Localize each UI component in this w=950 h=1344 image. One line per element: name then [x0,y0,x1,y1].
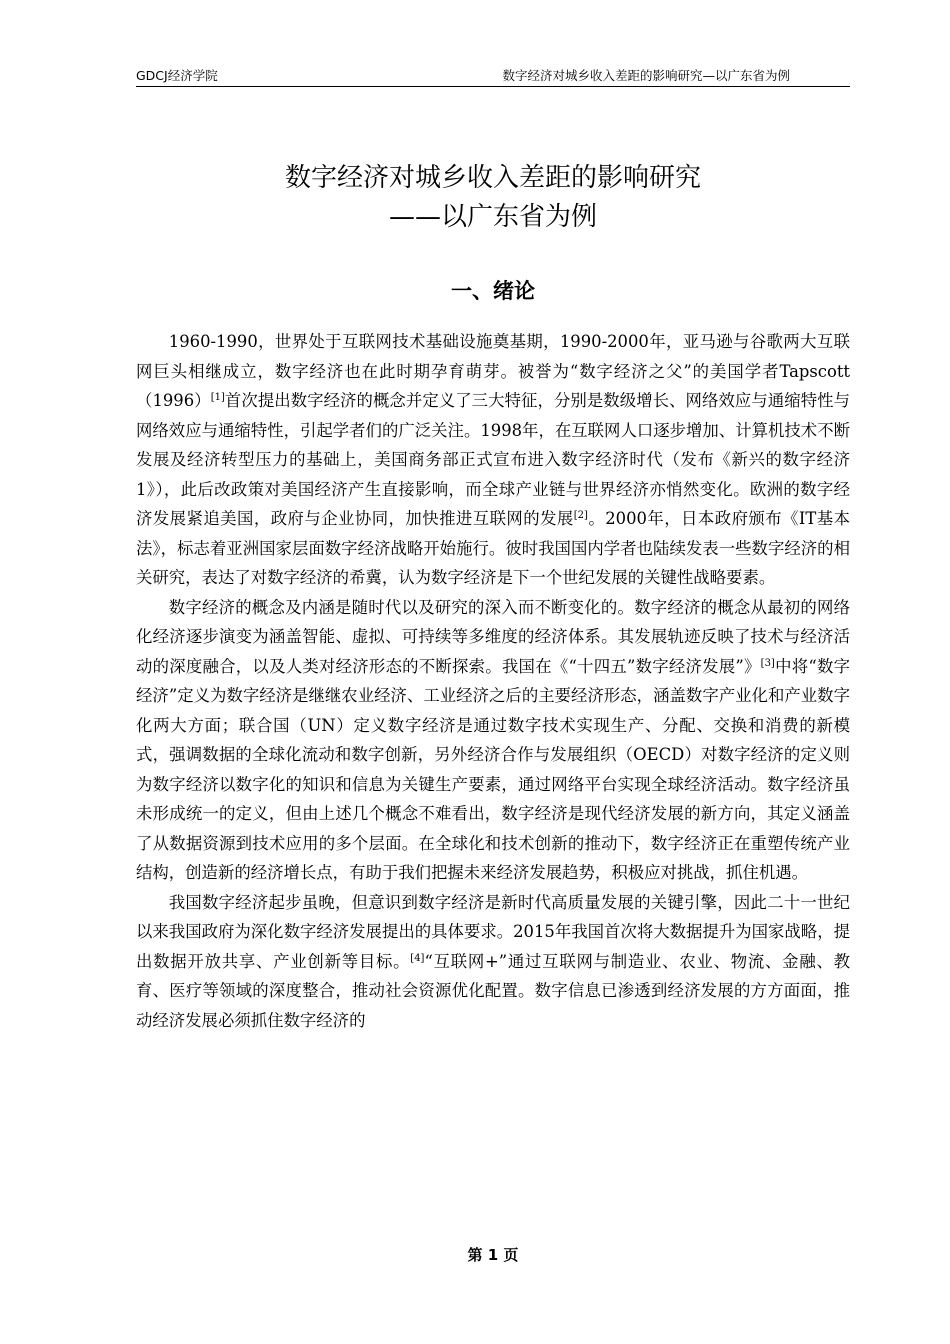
paragraph-3 [136,888,850,1036]
paragraph-text: 。2000年，日本政府颁布《IT基本法》，标志着亚洲国家层面数字经济战略开始施行。彼时我国国内学者也陆续发表一些数字经济的相关研究，表达了对数字经济的希冀，认为数字经济是下一个世纪发展的关键性战略要素。 [136,509,850,587]
paragraph-text: 1960-1990，世界处于互联网技术基础设施奠基期，1990-2000年，亚马逊与谷歌两大互联网巨头相继成立，数字经济也在此时期孕育萌芽。被誉为“数字经济之父”的美国学者Tapscott（1996） [136,332,850,410]
citation-ref: [1] [210,392,225,403]
page-header [136,68,850,87]
paragraph-2 [136,593,850,888]
paragraph-text: 我国数字经济起步虽晚，但意识到数字经济是新时代高质量发展的关键引擎，因此二十一世纪以来我国政府为深化数字经济发展提出的具体要求。2015年我国首次将大数据提升为国家战略，提出数据开放共享、产业创新等目标。 [136,892,850,971]
citation-ref: [2] [573,510,588,521]
paragraph-text: “互联网+”通过互联网与制造业、农业、物流、金融、教育、医疗等领域的深度整合，推动社会资源优化配置。数字信息已渗透到经济发展的方方面面，推动经济发展必须抓住数字经济的 [136,951,851,1030]
paper-title: 数字经济对城乡收入差距的影响研究 [284,163,701,193]
body-text [136,327,850,1035]
section-heading: 一、绪论 [451,279,535,303]
header-institution: GDCJ经济学院 [136,68,218,83]
paragraph-1 [136,327,850,593]
paragraph-text: 数字经济的概念及内涵是随时代以及研究的深入而不断变化的。数字经济的概念从最初的网络化经济逐步演变为涵盖智能、虚拟、可持续等多维度的经济体系。其发展轨迹反映了技术与经济活动的深度融合，以及人类对经济形态的不断探索。我国在《“十四五”数字经济发展”》 [136,597,850,676]
citation-ref: [4] [410,952,425,964]
paragraph-text: 首次提出数字经济的概念并定义了三大特征，分别是数级增长、网络效应与通缩特性与网络效应与通缩特性，引起学者们的广泛关注。1998年，在互联网人口逐步增加、计算机技术不断发展及经济转型压力的基础上，美国商务部正式宣布进入数字经济时代（发布《新兴的数字经济1》），此后改政策对美国经济产生直接影响，而全球产业链与世界经济亦悄然变化。欧洲的数字经济发展紧追美国，政府与企业协同，加快推进互联网的发展 [136,391,851,528]
citation-ref: [3] [760,657,775,669]
header-running-title: 数字经济对城乡收入差距的影响研究—以广东省为例 [502,68,790,83]
paragraph-text: 中将“数字经济”定义为数字经济是继继农业经济、工业经济之后的主要经济形态，涵盖数字产业化和产业数字化两大方面；联合国（UN）定义数字经济是通过数字技术实现生产、分配、交换和消费的新模式，强调数据的全球化流动和数字创新，另外经济合作与发展组织（OECD）对数字经济的定义则为数字经济以数字化的知识和信息为关键生产要素，通过网络平台实现全球经济活动。数字经济虽未形成统一的定义，但由上述几个概念不难看出，数字经济是现代经济发展的新方向，其定义涵盖了从数据资源到技术应用的多个层面。在全球化和技术创新的推动下，数字经济正在重塑传统产业结构，创造新的经济增长点，有助于我们把握未来经济发展趋势，积极应对挑战，抓住机遇。 [136,656,850,882]
page-number: 第 1 页 [467,1246,519,1264]
paper-subtitle: ——以广东省为例 [388,202,597,232]
